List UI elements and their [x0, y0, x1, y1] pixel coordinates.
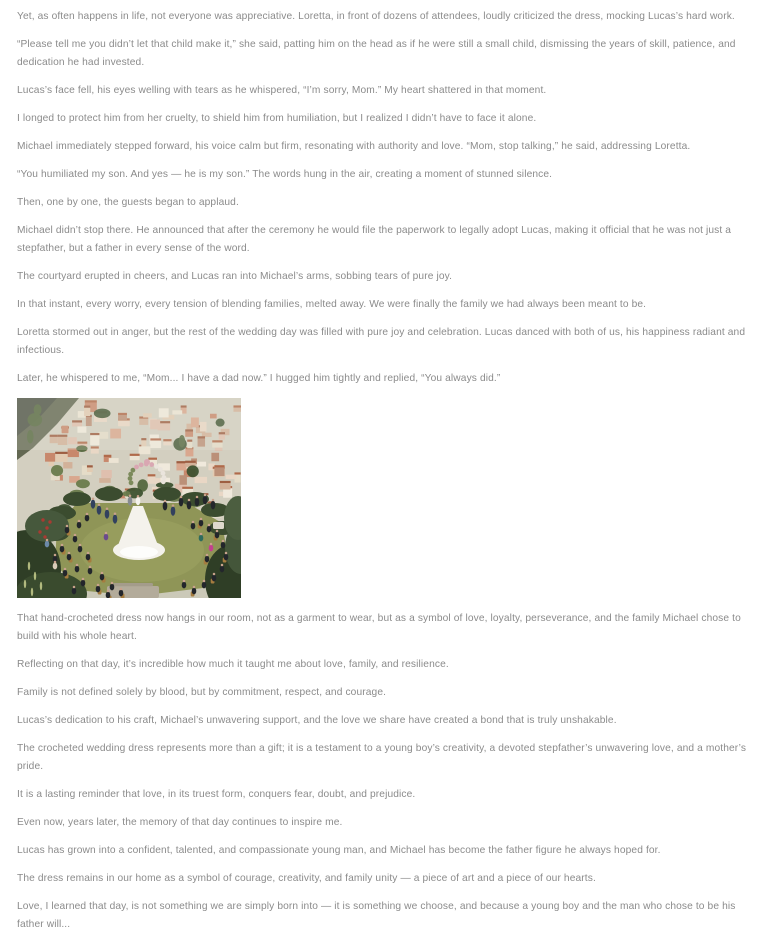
article-paragraph: Reflecting on that day, it’s incredible how much it taught me about love, family, and resilience. — [17, 659, 449, 670]
article-paragraph: The crocheted wedding dress represents more than a gift; it is a testament to a young boy’s creativity, a devoted stepfather’s unwavering love, and a mother’s pride. — [17, 743, 747, 772]
article-paragraph: Michael immediately stepped forward, his voice calm but firm, resonating with authority and love. “Mom, stop talking,” he said, addressing Loretta. — [17, 141, 691, 152]
article-paragraph: Lucas has grown into a confident, talented, and compassionate young man, and Michael has become the father figure he always hoped for. — [17, 845, 661, 856]
paragraphs-before-photo — [17, 8, 761, 388]
article-paragraph: Michael didn’t stop there. He announced that after the ceremony he would file the paperwork to legally adopt Lucas, making it official that he was not just a stepfather, but a father in every sense of the word. — [17, 225, 732, 254]
article-paragraph: Lucas’s face fell, his eyes welling with tears as he whispered, “I’m sorry, Mom.” My heart shattered in that moment. — [17, 85, 547, 96]
article-paragraph: That hand-crocheted dress now hangs in our room, not as a garment to wear, but as a symbol of love, loyalty, perseverance, and the family Michael chose to build with his whole heart. — [17, 613, 741, 642]
article-paragraph: The courtyard erupted in cheers, and Lucas ran into Michael’s arms, sobbing tears of pure joy. — [17, 271, 453, 282]
article-paragraph: It is a lasting reminder that love, in its truest form, conquers fear, doubt, and prejudice. — [17, 789, 416, 800]
article-paragraph: Family is not defined solely by blood, but by commitment, respect, and courage. — [17, 687, 387, 698]
paragraphs-after-photo — [17, 610, 761, 934]
article-paragraph: Yet, as often happens in life, not everyone was appreciative. Loretta, in front of dozens of attendees, loudly criticized the dress, mocking Lucas’s hard work. — [17, 11, 735, 22]
article-paragraph: “Please tell me you didn’t let that child make it,” she said, patting him on the head as if he were still a small child, dismissing the years of skill, patience, and dedication he had invested. — [17, 39, 736, 68]
wedding-photo — [17, 398, 241, 598]
article-paragraph: “You humiliated my son. And yes — he is my son.” The words hung in the air, creating a moment of stunned silence. — [17, 169, 553, 180]
wedding-photo-svg — [17, 398, 241, 598]
article-paragraph: I longed to protect him from her cruelty, to shield him from humiliation, but I realized I didn’t have to face it alone. — [17, 113, 537, 124]
article-paragraph: In that instant, every worry, every tension of blending families, melted away. We were finally the family we had always been meant to be. — [17, 299, 647, 310]
article-paragraph: Even now, years later, the memory of that day continues to inspire me. — [17, 817, 343, 828]
article-paragraph-clipped: Love, I learned that day, is not something we are simply born into — it is something we choose, and because a young boy and the man who chose to be his father will... — [17, 901, 736, 930]
article-paragraph: Later, he whispered to me, “Mom... I have a dad now.” I hugged him tightly and replied, “You always did.” — [17, 373, 501, 384]
article-paragraph: Lucas’s dedication to his craft, Michael’s unwavering support, and the love we share have created a bond that is truly unshakable. — [17, 715, 617, 726]
article-paragraph: Loretta stormed out in anger, but the rest of the wedding day was filled with pure joy and celebration. Lucas danced with both of us, his happiness radiant and infectious. — [17, 327, 746, 356]
article-paragraph: Then, one by one, the guests began to applaud. — [17, 197, 239, 208]
article-paragraph: The dress remains in our home as a symbol of courage, creativity, and family unity — a piece of art and a piece of our hearts. — [17, 873, 596, 884]
